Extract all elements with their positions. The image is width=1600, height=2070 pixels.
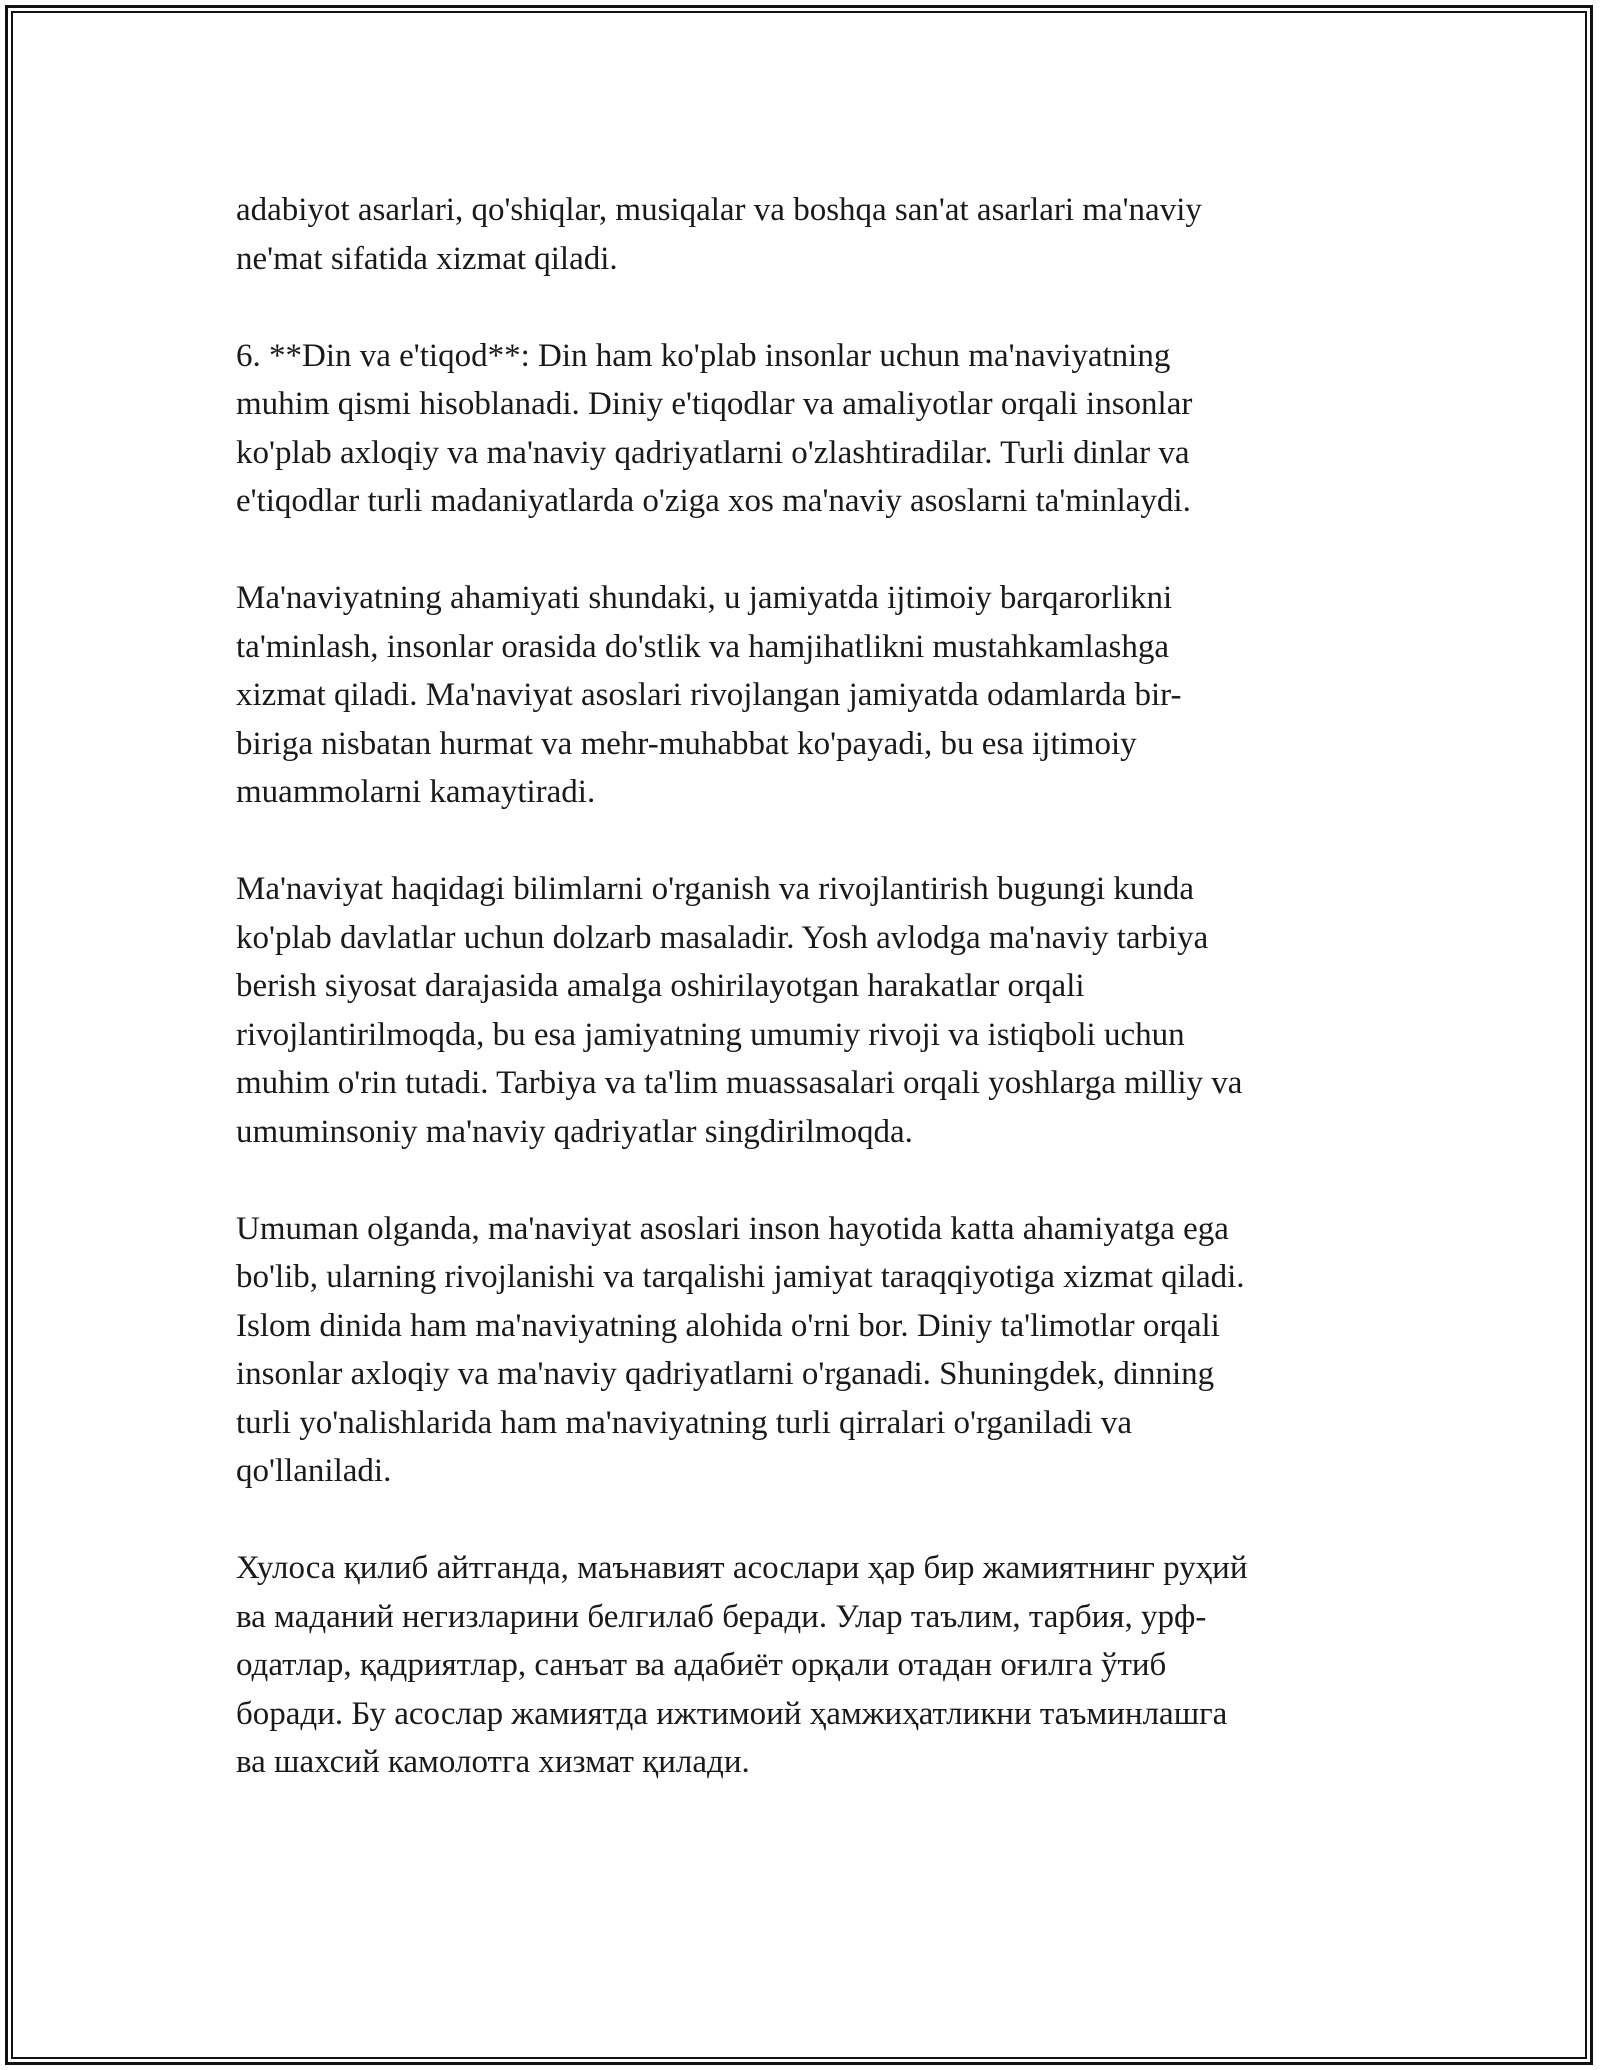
paragraph-knowledge-development: Ma'naviyat haqidagi bilimlarni o'rganish va rivojlantirish bugungi kunda ko'plab davlatlar uchun dolzarb masaladir. Yosh avlodga ma'naviy tarbiya berish siyosat darajasida amalga oshirilayotgan harakatlar orqali rivojlantirilmoqda, bu esa jamiyatning umumiy rivoji va istiqboli uchun muhim o'rin tutadi. Tarbiya va ta'lim muassasalari orqali yoshlarga milliy va umuminsoniy ma'naviy qadriyatlar singdirilmoqda. [236,871,1243,1150]
paragraph-art-works: adabiyot asarlari, qo'shiqlar, musiqalar va boshqa san'at asarlari ma'naviy ne'mat sifatida xizmat qiladi. [236,192,1202,277]
paragraph-general-conclusion: Umuman olganda, ma'naviyat asoslari inson hayotida katta ahamiyatga ega bo'lib, ularning rivojlanishi va tarqalishi jamiyat taraqqiyotiga xizmat qiladi. Islom dinida ham ma'naviyatning alohida o'rni bor. Diniy ta'limotlar orqali insonlar axloqiy va ma'naviy qadriyatlarni o'rganadi. Shuningdek, dinning turli yo'nalishlarida ham ma'naviyatning turli qirralari o'rganiladi va qo'llaniladi. [236,1210,1245,1489]
document-body [236,186,1386,1835]
paragraph-cyrillic-summary: Хулоса қилиб айтганда, маънавият асослари ҳар бир жамиятнинг руҳий ва маданий негизларини белгилаб беради. Улар таълим, тарбия, урф- одатлар, қадриятлар, санъат ва адабиёт орқали отадан оғилга ўтиб боради. Бу асослар жамиятда ижтимоий ҳамжиҳатликни таъминлашга ва шахсий камолотга хизмат қилади. [236,1550,1248,1780]
paragraph-religion-and-belief: 6. **Din va e'tiqod**: Din ham ko'plab insonlar uchun ma'naviyatning muhim qismi hisoblanadi. Diniy e'tiqodlar va amaliyotlar orqali insonlar ko'plab axloqiy va ma'naviy qadriyatlarni o'zlashtiradilar. Turli dinlar va e'tiqodlar turli madaniyatlarda o'ziga xos ma'naviy asoslarni ta'minlaydi. [236,337,1193,519]
paragraph-importance-of-spirituality: Ma'naviyatning ahamiyati shundaki, u jamiyatda ijtimoiy barqarorlikni ta'minlash, insonlar orasida do'stlik va hamjihatlikni mustahkamlashga xizmat qiladi. Ma'naviyat asoslari rivojlangan jamiyatda odamlarda bir- biriga nisbatan hurmat va mehr-muhabbat ko'payadi, bu esa ijtimoiy muammolarni kamaytiradi. [236,580,1182,810]
